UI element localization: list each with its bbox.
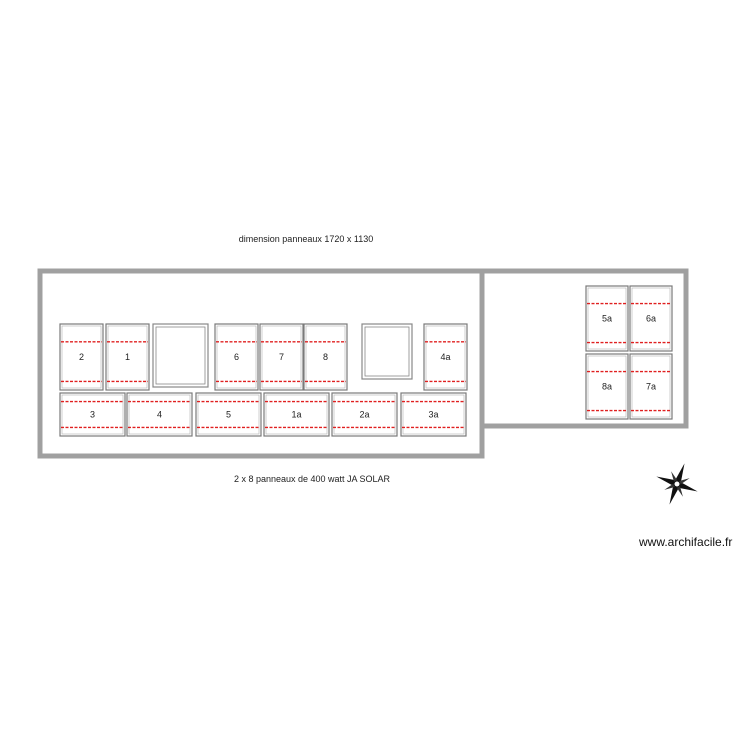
panel-label: 5a: [601, 313, 613, 324]
solar-panel: [264, 393, 329, 436]
panel-label: 2a: [359, 409, 370, 420]
solar-panel: [60, 393, 125, 436]
solar-panel: [106, 324, 149, 390]
solar-panel: [260, 324, 303, 390]
panel-label: 4: [156, 409, 163, 420]
solar-panel: [196, 393, 261, 436]
solar-panel: [127, 393, 192, 436]
panel-dimension-label: dimension panneaux 1720 x 1130: [238, 234, 374, 244]
solar-panel: [332, 393, 397, 436]
panel-label: 6: [233, 352, 240, 362]
solar-panel: [630, 286, 672, 351]
solar-panel: [424, 324, 467, 390]
solar-panel: [586, 354, 628, 419]
solar-panel: [630, 354, 672, 419]
skylight: [362, 324, 412, 379]
panel-label: 5: [225, 409, 232, 420]
panel-label: 7: [278, 352, 285, 362]
compass-rose-icon: [655, 462, 698, 505]
panel-label: 3: [89, 409, 96, 420]
solar-panel: [586, 286, 628, 351]
panel-label: 1: [124, 352, 131, 362]
skylight: [153, 324, 208, 387]
panel-label: 2: [78, 352, 85, 362]
solar-panel: [60, 324, 103, 390]
panel-label: 3a: [428, 409, 439, 420]
panel-label: 8: [322, 352, 329, 362]
watermark-text: www.archifacile.fr: [639, 535, 733, 549]
panel-count-label: 2 x 8 panneaux de 400 watt JA SOLAR: [233, 474, 391, 484]
panel-label: 1a: [291, 409, 302, 420]
panel-label: 8a: [601, 381, 613, 392]
solar-panel: [215, 324, 258, 390]
panel-label: 6a: [645, 313, 657, 324]
solar-panel: [401, 393, 466, 436]
panel-label: 7a: [645, 381, 657, 392]
panel-label: 4a: [440, 352, 451, 362]
solar-panel: [304, 324, 347, 390]
